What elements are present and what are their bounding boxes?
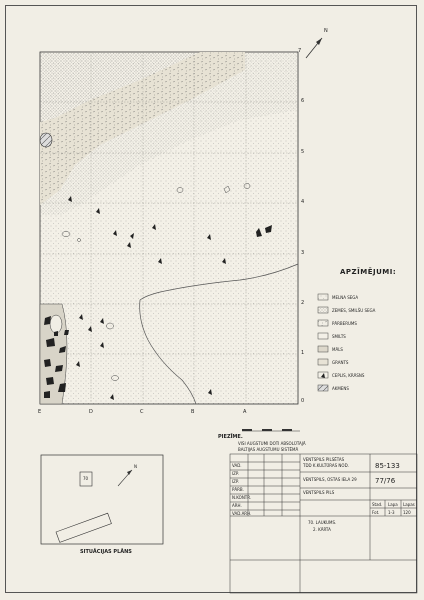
excavation-plan	[40, 52, 298, 404]
drawing-code: 85-133	[375, 462, 400, 470]
row-label-1: 1	[301, 350, 305, 356]
row-label-5: 5	[301, 149, 305, 155]
legend-item: CEPLIS, KRĀSNS	[332, 373, 365, 378]
north-arrow-icon	[306, 38, 322, 58]
legend-swatches	[318, 294, 328, 391]
title-header2: TDD K.KULTŪRAS NOD.	[303, 463, 349, 468]
role-label: PĀRB.	[232, 487, 244, 492]
col-stage-label: Stad.	[372, 502, 383, 507]
note-line: BALTIJAS AUGSTUMU SISTĒMĀ	[238, 447, 299, 452]
col-sheets-label: Lapas	[403, 502, 415, 507]
situation-plan-north: N	[134, 464, 137, 469]
role-label: N.KONTR.	[232, 495, 252, 500]
situation-plan	[41, 455, 163, 544]
col-label-c: C	[140, 409, 144, 415]
north-label: N	[324, 28, 328, 34]
drawing-code-2: 77/76	[375, 477, 396, 485]
row-label-4: 4	[301, 199, 305, 205]
row-label-2: 2	[301, 300, 305, 306]
stage-value: Fot.	[372, 510, 380, 515]
row-label-3: 3	[301, 250, 305, 256]
legend-item: SMILTS	[332, 334, 346, 339]
role-label: ARH.	[232, 503, 242, 508]
row-label-7: 7	[298, 48, 302, 54]
sheets-value: 120	[403, 510, 411, 515]
legend-title: APZĪMĒJUMI:	[340, 268, 397, 276]
legend-item: AKMENS	[332, 386, 349, 391]
legend-item: GRANTS	[332, 360, 349, 365]
sheet-title-2: 2. KĀRTA	[313, 527, 331, 532]
col-label-b: B	[191, 409, 195, 415]
col-label-a: A	[243, 409, 247, 415]
col-label-e: E	[38, 409, 42, 415]
situation-plan-label: 70	[83, 476, 89, 481]
legend-item: MĀLS	[332, 347, 343, 352]
role-label: IZP.	[232, 471, 239, 476]
note-title: PIEZĪME.	[218, 434, 243, 440]
sheet-value: 1-3	[388, 510, 395, 515]
row-label-6: 6	[301, 98, 305, 104]
row-label-0: 0	[301, 398, 305, 404]
title-header: VENTSPILS PILSĒTAS	[303, 457, 345, 462]
role-label: VAD.	[232, 463, 242, 468]
col-label-d: D	[89, 409, 93, 415]
situation-plan-title: SITUĀCIJAS PLĀNS	[80, 549, 132, 555]
role-label: VAD.ARH.	[232, 511, 252, 516]
legend-item: ZEMES, SMILŠU SEGA	[332, 308, 376, 313]
place-text: VENTSPILS, OSTAS IELA 29	[303, 477, 357, 482]
object-text: VENTSPILS PILS	[303, 490, 335, 495]
sheet-title-1: 70. LAUKUMS.	[308, 520, 337, 525]
role-label: IZP.	[232, 479, 239, 484]
note-line: VISI AUGSTUMI DOTI ABSOLŪTAJĀ	[238, 441, 306, 446]
col-sheet-label: Lapa	[388, 502, 398, 507]
scale-bar	[242, 429, 300, 431]
legend-item: PĀRBERUMS	[332, 321, 357, 326]
legend-item: MELNA SEGA	[332, 295, 359, 300]
